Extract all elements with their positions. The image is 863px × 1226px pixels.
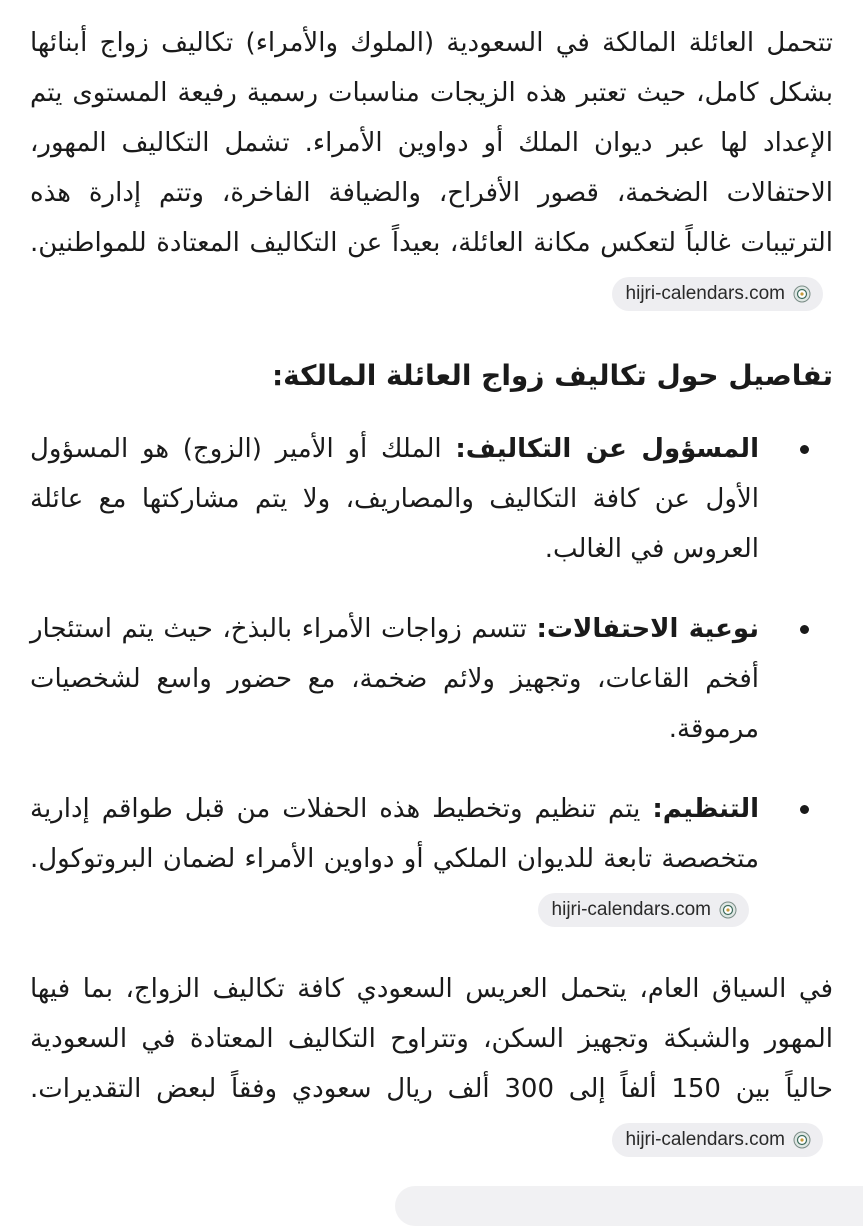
bullet-dot — [800, 445, 809, 454]
list-item — [30, 784, 833, 934]
bullet-dot — [800, 805, 809, 814]
site-favicon-icon — [793, 1131, 811, 1149]
source-chip-intro[interactable] — [612, 277, 823, 311]
details-list — [30, 424, 833, 934]
bullet-term: المسؤول عن التكاليف: — [455, 434, 759, 464]
source-chip-label: hijri-calendars.com — [625, 282, 785, 304]
bullet-term: نوعية الاحتفالات: — [536, 614, 759, 644]
closing-text: في السياق العام، يتحمل العريس السعودي كافة تكاليف الزواج، بما فيها المهور والشبكة وتجهيز السكن، وتتراوح التكاليف المعتادة في السعودية حالياً بين 150 ألفاً إلى 300 ألف ريال سعودي وفقاً لبعض التقديرات. — [30, 974, 834, 1104]
source-chip-label: hijri-calendars.com — [625, 1128, 785, 1150]
bullet-text: تتسم زواجات الأمراء بالبذخ، حيث يتم استئجار أفخم القاعات، وتجهيز ولائم ضخمة، مع حضور واسع لشخصيات مرموقة. — [30, 614, 759, 744]
source-chip-closing[interactable] — [612, 1123, 823, 1157]
list-item — [30, 604, 833, 754]
bullet-term: التنظيم: — [652, 794, 759, 824]
next-message-bubble-edge — [395, 1186, 863, 1226]
site-favicon-icon — [719, 901, 737, 919]
list-item — [30, 424, 833, 574]
response-content — [30, 18, 833, 1164]
closing-paragraph — [30, 964, 833, 1164]
bullet-dot — [800, 625, 809, 634]
section-heading: تفاصيل حول تكاليف زواج العائلة المالكة: — [271, 359, 833, 392]
intro-text: تتحمل العائلة المالكة في السعودية (الملوك والأمراء) تكاليف زواج أبنائها بشكل كامل، حيث تعتبر هذه الزيجات مناسبات رسمية رفيعة المستوى يتم الإعداد لها عبر ديوان الملك أو دواوين الأمراء. تشمل التكاليف المهور، الاحتفالات الضخمة، قصور الأفراح، والضيافة الفاخرة، وتتم إدارة هذه الترتيبات غالباً لتعكس مكانة العائلة، بعيداً عن التكاليف المعتادة للمواطنين. — [30, 28, 833, 258]
source-chip-label: hijri-calendars.com — [551, 898, 711, 920]
bullet-text: الملك أو الأمير (الزوج) هو المسؤول الأول عن كافة التكاليف والمصاريف، ولا يتم مشاركتها مع عائلة العروس في الغالب. — [30, 434, 759, 564]
bullet-text: يتم تنظيم وتخطيط هذه الحفلات من قبل طواقم إدارية متخصصة تابعة للديوان الملكي أو دواوين الأمراء لضمان البروتوكول. — [30, 794, 759, 874]
source-chip-organization[interactable] — [538, 893, 749, 927]
site-favicon-icon — [793, 285, 811, 303]
intro-paragraph — [30, 18, 833, 318]
